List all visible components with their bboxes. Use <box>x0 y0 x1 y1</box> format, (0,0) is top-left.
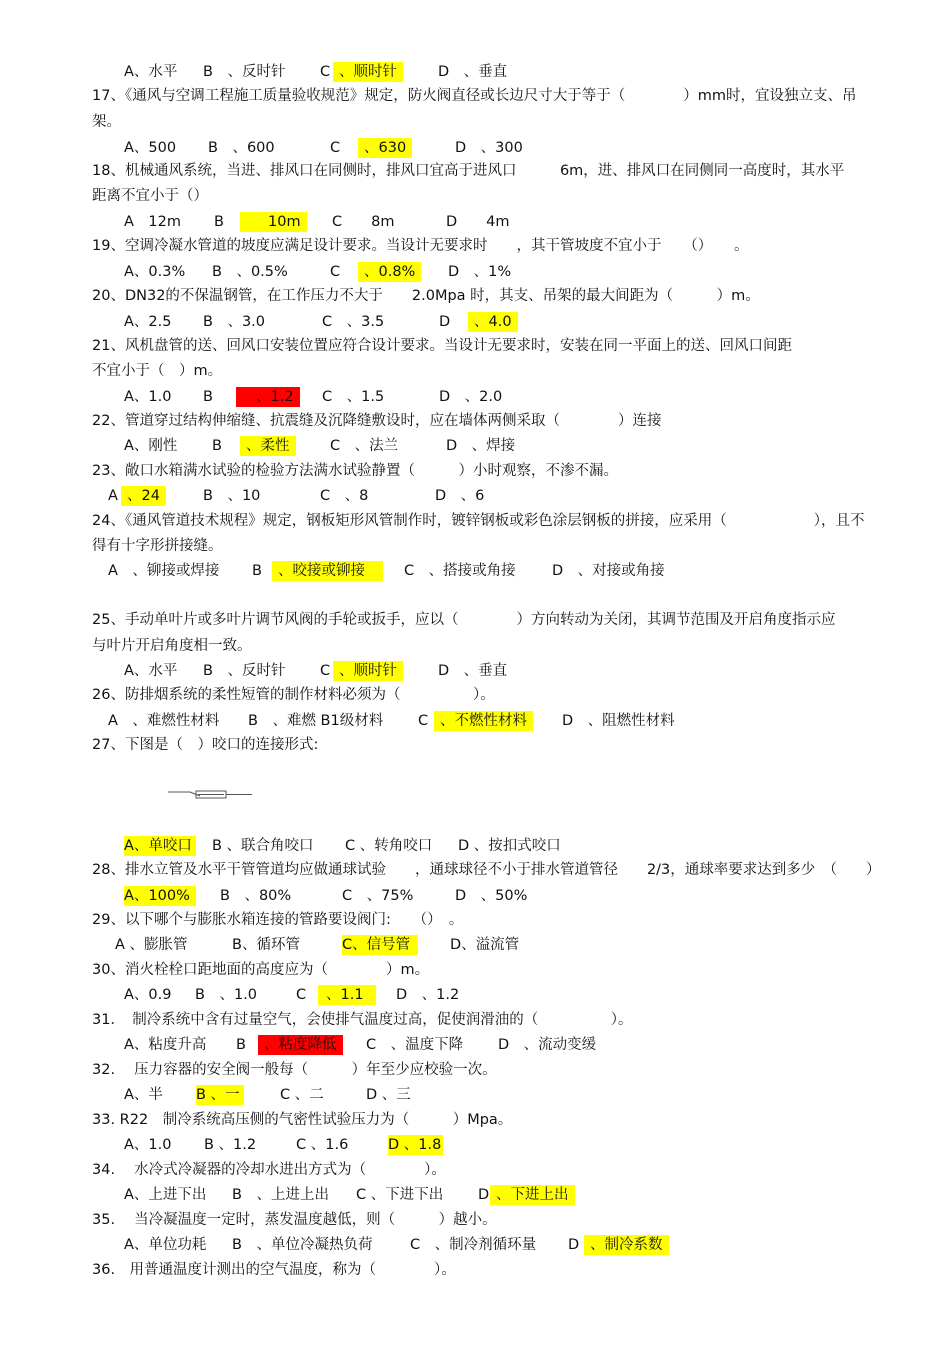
option-a: A、刚性 <box>124 438 178 454</box>
option-b: B 、3.0 <box>203 314 266 330</box>
option-b: B 、10 <box>203 488 261 504</box>
option-a: A、2.5 <box>124 314 172 330</box>
option-d: D 、阻燃性材料 <box>562 713 675 729</box>
question-24-cont: 得有十字形拼接缝。 <box>92 538 223 554</box>
option-d: D 4m <box>446 214 510 230</box>
single-seam-diagram <box>160 780 260 810</box>
option-c: C <box>320 663 331 679</box>
option-answer-highlight: A、单咬口 <box>124 836 196 856</box>
question-36: 36. 用普通温度计测出的空气温度，称为（ ）。 <box>92 1262 456 1278</box>
option-d: D 、三 <box>366 1087 411 1103</box>
option-b: B <box>203 389 213 405</box>
option-answer-highlight: A、100% <box>124 886 196 906</box>
option-d: D 、300 <box>455 140 523 156</box>
option-a: A、0.9 <box>124 987 172 1003</box>
option-d: D 、流动变缓 <box>498 1037 597 1053</box>
option-c: C 、法兰 <box>330 438 399 454</box>
option-d: D <box>439 314 451 330</box>
option-a: A、1.0 <box>124 389 172 405</box>
option-a: A、粘度升高 <box>124 1037 207 1053</box>
option-b: B <box>236 1037 246 1053</box>
option-a: A 、难燃性材料 <box>108 713 220 729</box>
option-b: B <box>212 438 222 454</box>
option-a: A、500 <box>124 140 177 156</box>
question-22: 22、管道穿过结构伸缩缝、抗震缝及沉降缝敷设时，应在墙体两侧采取（ ）连接 <box>92 413 662 429</box>
option-b: B <box>214 214 224 230</box>
option-c: C 、75% <box>342 888 414 904</box>
question-25: 25、手动单叶片或多叶片调节风阀的手轮或扳手，应以（ ）方向转动为关闭，其调节范围及开启角度指示应 <box>92 612 836 628</box>
option-a: A、水平 <box>124 663 178 679</box>
option-d: D <box>568 1237 580 1253</box>
question-17: 17、《通风与空调工程施工质量验收规范》规定，防火阀直径或长边尺寸大于等于（ ）mm时，宜设独立支、吊 <box>92 88 857 104</box>
option-c: C 、二 <box>280 1087 324 1103</box>
question-21: 21、风机盘管的送、回风口安装位置应符合设计要求。当设计无要求时，安装在同一平面上的送、回风口间距 <box>92 338 792 354</box>
option-c: C 、制冷剂循环量 <box>410 1237 537 1253</box>
option-c: C <box>296 987 307 1003</box>
question-17-cont: 架。 <box>92 114 121 130</box>
question-32: 32. 压力容器的安全阀一般每（ ）年至少应校验一次。 <box>92 1062 497 1078</box>
option-d: D 、1.2 <box>396 987 460 1003</box>
option-d: D 、按扣式咬口 <box>458 838 561 854</box>
option-c: C <box>330 264 341 280</box>
option-answer-highlight: C、信号管 <box>342 935 418 955</box>
question-25-cont: 与叶片开启角度相一致。 <box>92 638 252 654</box>
option-c: C 、下进下出 <box>356 1187 444 1203</box>
question-23: 23、敞口水箱满水试验的检验方法满水试验静置（ ）小时观察，不渗不漏。 <box>92 463 618 479</box>
option-d: D 、50% <box>455 888 528 904</box>
option-b: B 、反时针 <box>203 663 286 679</box>
option-c: C 、1.6 <box>296 1137 349 1153</box>
question-19: 19、空调冷凝水管道的坡度应满足设计要求。当设计无要求时 ，其干管坡度不宜小于 （） 。 <box>92 238 749 254</box>
option-d: D 、垂直 <box>438 663 508 679</box>
option-a: A <box>108 488 118 504</box>
option-d: D 、对接或角接 <box>552 563 665 579</box>
option-answer-highlight: 、不燃性材料 <box>434 711 533 731</box>
option-a: A 、铆接或焊接 <box>108 563 220 579</box>
option-d: D 、6 <box>435 488 485 504</box>
question-35: 35. 当冷凝温度一定时，蒸发温度越低，则（ ）越小。 <box>92 1212 497 1228</box>
option-answer-highlight: 、4.0 <box>468 312 518 332</box>
option-c: C <box>418 713 429 729</box>
question-29: 29、以下哪个与膨胀水箱连接的管路要设阀门: （） 。 <box>92 912 464 928</box>
option-c: C <box>330 140 341 156</box>
question-28: 28、排水立管及水平干管管道均应做通球试验 ，通球球径不小于排水管道管径 2/3，通球率要求达到多少 （ ） <box>92 862 881 878</box>
option-d: D 、1% <box>448 264 512 280</box>
option-answer-highlight: 、咬接或铆接 <box>272 561 383 581</box>
question-33: 33. R22 制冷系统高压侧的气密性试验压力为（ ）Mpa。 <box>92 1112 513 1128</box>
question-34: 34. 水冷式冷凝器的冷却水进出方式为（ ）。 <box>92 1162 446 1178</box>
option-answer-highlight: 、粘度降低 <box>258 1035 343 1055</box>
option-c: C 、搭接或角接 <box>404 563 516 579</box>
option-b: B 、0.5% <box>212 264 288 280</box>
option-c: C 、转角咬口 <box>345 838 433 854</box>
question-26: 26、防排烟系统的柔性短管的制作材料必须为（ ）。 <box>92 687 495 703</box>
option-answer-highlight: 、顺时针 <box>333 62 403 82</box>
option-a: A、单位功耗 <box>124 1237 207 1253</box>
option-b: B 、80% <box>220 888 292 904</box>
option-d: D <box>478 1187 490 1203</box>
option-b: B 、反时针 <box>203 64 286 80</box>
question-20: 20、DN32的不保温钢管，在工作压力不大于 2.0Mpa 时，其支、吊架的最大间距为（ ）m。 <box>92 288 760 304</box>
option-a: A、1.0 <box>124 1137 172 1153</box>
option-answer-highlight: 、下进上出 <box>490 1185 575 1205</box>
option-b: B 、难燃 B1级材料 <box>248 713 384 729</box>
option-answer-highlight: 、630 <box>358 138 412 158</box>
question-18-cont: 距离不宜小于（） <box>92 188 208 204</box>
option-c: C 8m <box>332 214 395 230</box>
option-d: D 、焊接 <box>446 438 516 454</box>
question-24: 24、《通风管道技术规程》规定，钢板矩形风管制作时，镀锌钢板或彩色涂层钢板的拼接，应采用（ ），且不 <box>92 513 865 529</box>
option-d: D 、2.0 <box>439 389 503 405</box>
option-b: B 、1.2 <box>204 1137 257 1153</box>
question-31: 31． 制冷系统中含有过量空气，会使排气温度过高，促使润滑油的（ ）。 <box>92 1012 633 1028</box>
option-c: C 、1.5 <box>322 389 385 405</box>
option-d: D、溢流管 <box>450 937 520 953</box>
option-a: A 、膨胀管 <box>115 937 188 953</box>
option-b: B 、上进上出 <box>232 1187 329 1203</box>
option-answer-highlight: 、1.1 <box>318 985 376 1005</box>
option-answer-highlight: 10m <box>240 212 307 232</box>
option-a: A、水平 <box>124 64 178 80</box>
option-answer-highlight: 、顺时针 <box>333 661 403 681</box>
option-c: C 、温度下降 <box>366 1037 464 1053</box>
option-answer-highlight: 、24 <box>121 486 166 506</box>
question-30: 30、消火栓栓口距地面的高度应为（ ）m。 <box>92 962 430 978</box>
option-a: A、上进下出 <box>124 1187 207 1203</box>
option-a: A、0.3% <box>124 264 186 280</box>
option-b: B、循环管 <box>232 937 300 953</box>
question-27: 27、下图是（ ）咬口的连接形式: <box>92 737 319 753</box>
option-b: B 、600 <box>208 140 275 156</box>
option-a: A、半 <box>124 1087 163 1103</box>
option-b: B 、单位冷凝热负荷 <box>232 1237 373 1253</box>
option-a: A 12m <box>124 214 181 230</box>
question-21-cont: 不宜小于（ ）m。 <box>92 363 223 379</box>
option-b: B 、联合角咬口 <box>212 838 314 854</box>
option-answer-highlight: B 、一 <box>196 1085 244 1105</box>
option-answer-highlight: 、制冷系数 <box>584 1235 669 1255</box>
option-answer-highlight: 、1.2 <box>236 387 300 407</box>
option-b: B 、1.0 <box>195 987 258 1003</box>
option-c: C 、8 <box>320 488 369 504</box>
option-d: D 、垂直 <box>438 64 508 80</box>
option-answer-highlight: 、0.8% <box>358 262 421 282</box>
question-18: 18、机械通风系统，当进、排风口在同侧时，排风口宜高于进风口 6m，进、排风口在同侧同一高度时，其水平 <box>92 163 845 179</box>
option-c: C 、3.5 <box>322 314 385 330</box>
option-b: B <box>252 563 262 579</box>
option-answer-highlight: 、柔性 <box>240 436 296 456</box>
option-answer-highlight: D 、1.8 <box>388 1137 442 1153</box>
option-c: C <box>320 64 331 80</box>
